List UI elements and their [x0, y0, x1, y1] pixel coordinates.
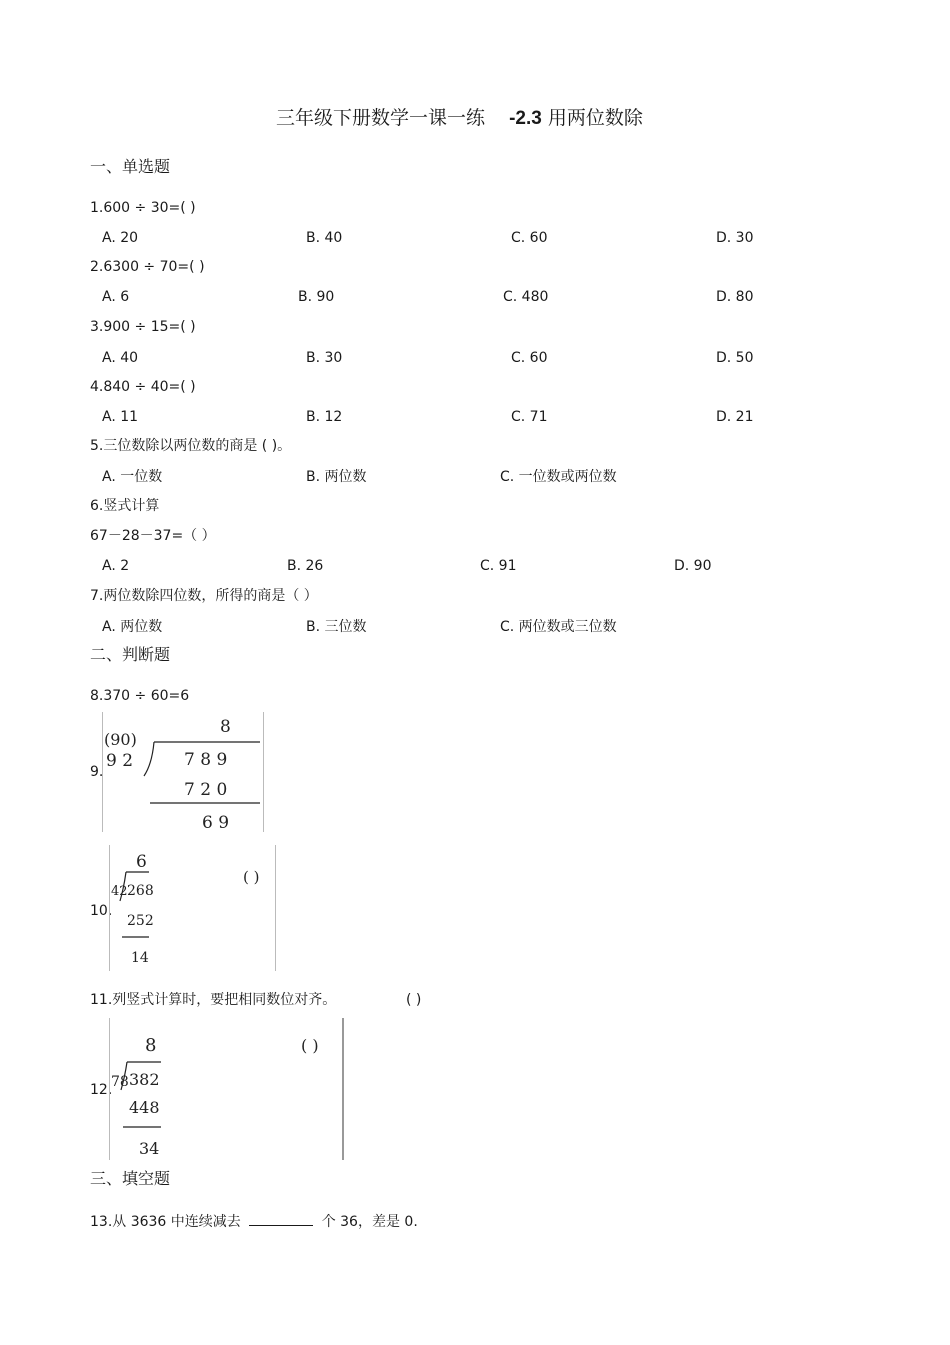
question-6-stem: 6.竖式计算	[90, 498, 160, 514]
question-11-stem: 11.列竖式计算时，要把相同数位对齐。	[90, 992, 337, 1008]
q9-divisor: 9 2	[106, 751, 134, 771]
question-2-option-a[interactable]: A. 6	[102, 289, 130, 305]
question-7-option-c[interactable]: C. 两位数或三位数	[500, 619, 617, 635]
q10-judgement-paren: ( )	[243, 868, 260, 886]
question-7-option-a[interactable]: A. 两位数	[102, 619, 163, 635]
question-1-option-d[interactable]: D. 30	[716, 230, 754, 246]
question-1-option-a[interactable]: A. 20	[102, 230, 139, 246]
section-heading-fill-in: 三、填空题	[90, 1169, 171, 1188]
q10-quotient: 6	[136, 852, 147, 872]
question-6-option-c[interactable]: C. 91	[480, 558, 517, 574]
q12-judgement-paren: ( )	[301, 1036, 319, 1055]
question-6-option-a[interactable]: A. 2	[102, 558, 130, 574]
question-13-answer-blank[interactable]	[249, 1211, 313, 1226]
q9-dividend: 7 8 9	[184, 750, 228, 770]
q10-dividend: 268	[127, 883, 154, 899]
title-suffix: 用两位数除	[547, 107, 643, 129]
question-4-option-c[interactable]: C. 71	[511, 409, 548, 425]
q9-quotient: 8	[220, 717, 231, 737]
page-title	[276, 106, 643, 131]
question-5-stem: 5.三位数除以两位数的商是 ( )。	[90, 438, 292, 454]
question-3-option-d[interactable]: D. 50	[716, 350, 754, 366]
question-12-number: 12.	[90, 1082, 113, 1098]
q12-quotient: 8	[145, 1035, 157, 1056]
question-3-option-c[interactable]: C. 60	[511, 350, 548, 366]
question-3-option-b[interactable]: B. 30	[306, 350, 343, 366]
q12-product: 448	[129, 1098, 160, 1117]
question-11-judgement-paren[interactable]: ( )	[406, 992, 422, 1008]
question-1-option-c[interactable]: C. 60	[511, 230, 548, 246]
section-heading-true-false: 二、判断题	[90, 645, 171, 664]
q9-product: 7 2 0	[184, 780, 228, 800]
question-6-option-d[interactable]: D. 90	[674, 558, 712, 574]
question-2-option-c[interactable]: C. 480	[503, 289, 549, 305]
question-4-option-b[interactable]: B. 12	[306, 409, 343, 425]
title-main: 三年级下册数学一课一练	[276, 107, 486, 129]
q12-dividend: 382	[129, 1070, 160, 1089]
question-4-option-a[interactable]: A. 11	[102, 409, 139, 425]
question-9-number: 9.	[90, 764, 104, 780]
question-1-option-b[interactable]: B. 40	[306, 230, 343, 246]
section-heading-single-choice: 一、单选题	[90, 157, 171, 176]
question-8-stem: 8.370 ÷ 60=6	[90, 688, 190, 704]
q9-remainder: 6 9	[202, 813, 230, 832]
question-3-option-a[interactable]: A. 40	[102, 350, 139, 366]
q12-remainder: 34	[139, 1139, 160, 1158]
question-5-option-a[interactable]: A. 一位数	[102, 469, 163, 485]
q9-paren-answer: (90)	[104, 730, 137, 749]
q12-divisor: 78	[111, 1074, 129, 1090]
question-6-option-b[interactable]: B. 26	[287, 558, 324, 574]
question-2-option-d[interactable]: D. 80	[716, 289, 754, 305]
q10-divisor: 42	[111, 884, 128, 899]
q10-remainder: 14	[131, 950, 149, 966]
question-13	[90, 1211, 418, 1231]
question-12-long-division-figure	[109, 1018, 345, 1160]
question-6-expression: 67－28－37=（ ）	[90, 528, 216, 544]
question-13-text-after: 个 36，差是 0.	[321, 1214, 418, 1230]
question-13-text-before: 13.从 3636 中连续减去	[90, 1214, 241, 1230]
question-9-long-division-figure	[102, 712, 264, 832]
question-10-number: 10.	[90, 903, 113, 919]
question-10-long-division-figure	[109, 845, 276, 971]
question-5-option-b[interactable]: B. 两位数	[306, 469, 367, 485]
question-7-stem: 7.两位数除四位数，所得的商是（ ）	[90, 588, 318, 604]
question-3-stem: 3.900 ÷ 15=( )	[90, 319, 196, 335]
question-7-option-b[interactable]: B. 三位数	[306, 619, 367, 635]
question-4-stem: 4.840 ÷ 40=( )	[90, 379, 196, 395]
question-5-option-c[interactable]: C. 一位数或两位数	[500, 469, 617, 485]
question-2-option-b[interactable]: B. 90	[298, 289, 335, 305]
title-number: -2.3	[509, 108, 542, 129]
question-4-option-d[interactable]: D. 21	[716, 409, 754, 425]
question-2-stem: 2.6300 ÷ 70=( )	[90, 259, 205, 275]
question-1-stem: 1.600 ÷ 30=( )	[90, 200, 196, 216]
q10-product: 252	[127, 913, 154, 929]
